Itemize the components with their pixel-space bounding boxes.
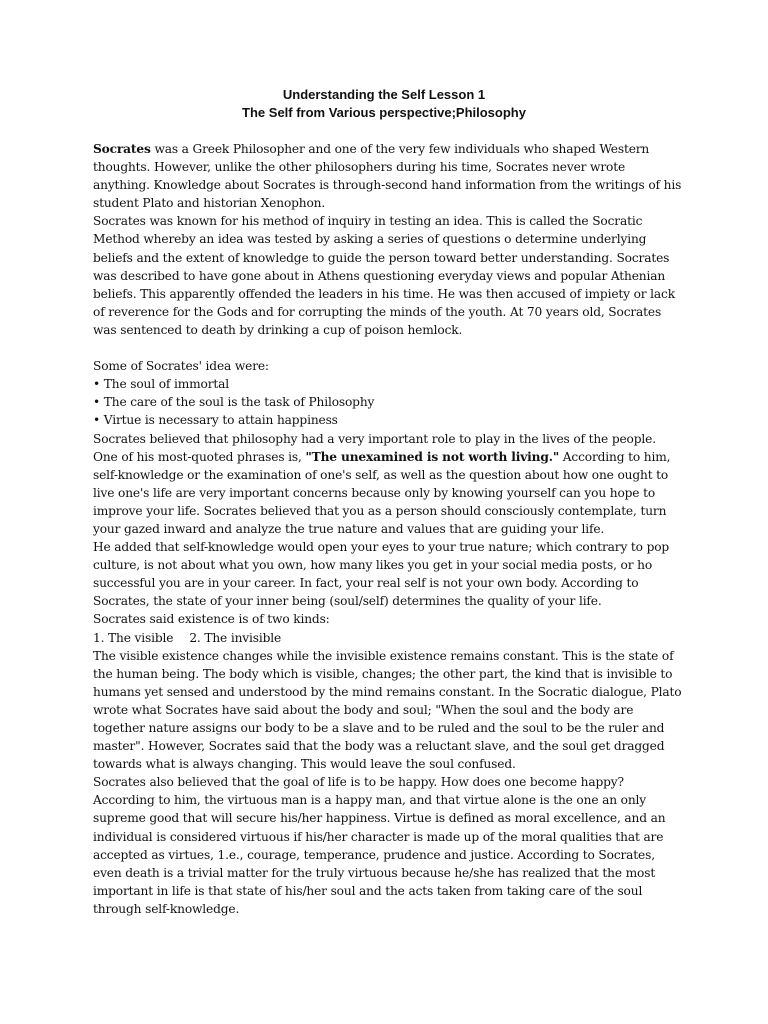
- idea-item: • The soul of immortal: [93, 377, 229, 392]
- existence-intro: Socrates said existence is of two kinds:: [93, 612, 330, 627]
- paragraph-text: According to him, self-knowledge or the examination of one's self, as well as the question about how one ought to live one's life are very important concerns because only by knowing yourself can you hope to improve your life. Socrates believed that you as a person should consciously contemplate, turn your gazed inward and analyze the true nature and values that are guiding your life.: [93, 449, 671, 536]
- existence-list: [93, 629, 683, 647]
- document-body: [93, 140, 683, 918]
- paragraph-socrates-intro: [93, 140, 683, 212]
- paragraph-visible-invisible: The visible existence changes while the invisible existence remains constant. This is the state of the human being. The body which is visible, changes; the other part, the kind that is invisible to humans yet sensed and understood by the mind remains constant. In the Socratic dialogue, Plato wrote what Socrates have said about the body and soul; "When the soul and the body are together nature assigns our body to be a slave and to be ruled and the soul to be the ruler and master". However, Socrates said that the body was a reluctant slave, and the soul get dragged towards what is always changing. This would leave the soul confused.: [93, 648, 682, 772]
- existence-item-visible: 1. The visible: [93, 630, 174, 645]
- blank-line: [93, 339, 683, 357]
- paragraph-text: was a Greek Philosopher and one of the very few individuals who shaped Western thoughts. However, unlike the other philosophers during his time, Socrates never wrote anything. Knowledge about Socrates is through-second hand information from the writings of his student Plato and historian Xenophon.: [93, 142, 682, 211]
- paragraph-text: Socrates believed that philosophy had a very important role to play in the lives of the people. One of his most-quoted phrases is,: [93, 431, 656, 464]
- ideas-intro: Some of Socrates' idea were:: [93, 359, 269, 374]
- bold-quote: "The unexamined is not worth living.": [305, 449, 560, 464]
- paragraph-self-knowledge: He added that self-knowledge would open your eyes to your true nature; which contrary to pop culture, is not about what you own, how many likes you get in your social media posts, or ho successful you are in your career. In fact, your real self is not your own body. According to Socrates, the state of your inner being (soul/self) determines the quality of your life.: [93, 540, 670, 609]
- document-subtitle: The Self from Various perspective;Philosophy: [242, 105, 526, 120]
- idea-item: • Virtue is necessary to attain happiness: [93, 413, 338, 428]
- existence-item-invisible: 2. The invisible: [189, 630, 282, 645]
- idea-item: • The care of the soul is the task of Philosophy: [93, 395, 375, 410]
- paragraph-happiness: Socrates also believed that the goal of life is to be happy. How does one become happy? According to him, the virtuous man is a happy man, and that virtue alone is the one an only supreme good that will secure his/her happiness. Virtue is defined as moral excellence, and an individual is considered virtuous if his/her character is made up of the moral qualities that are accepted as virtues, 1.e., courage, temperance, prudence and justice. According to Socrates, even death is a trivial matter for the truly virtuous because he/she has realized that the most important in life is that state of his/her soul and the acts taken from taking care of the soul through self-knowledge.: [93, 775, 666, 916]
- paragraph-socratic-method: Socrates was known for his method of inquiry in testing an idea. This is called the Socratic Method whereby an idea was tested by asking a series of questions o determine underlying beliefs and the extent of knowledge to guide the person toward better understanding. Socrates was described to have gone about in Athens questioning everyday views and popular Athenian beliefs. This apparently offended the leaders in his time. He was then accused of impiety or lack of reverence for the Gods and for corrupting the minds of the youth. At 70 years old, Socrates was sentenced to death by drinking a cup of poison hemlock.: [93, 214, 675, 337]
- paragraph-philosophy-role: [93, 430, 683, 539]
- bold-term-socrates: Socrates: [93, 142, 151, 156]
- document-title: Understanding the Self Lesson 1: [282, 87, 486, 102]
